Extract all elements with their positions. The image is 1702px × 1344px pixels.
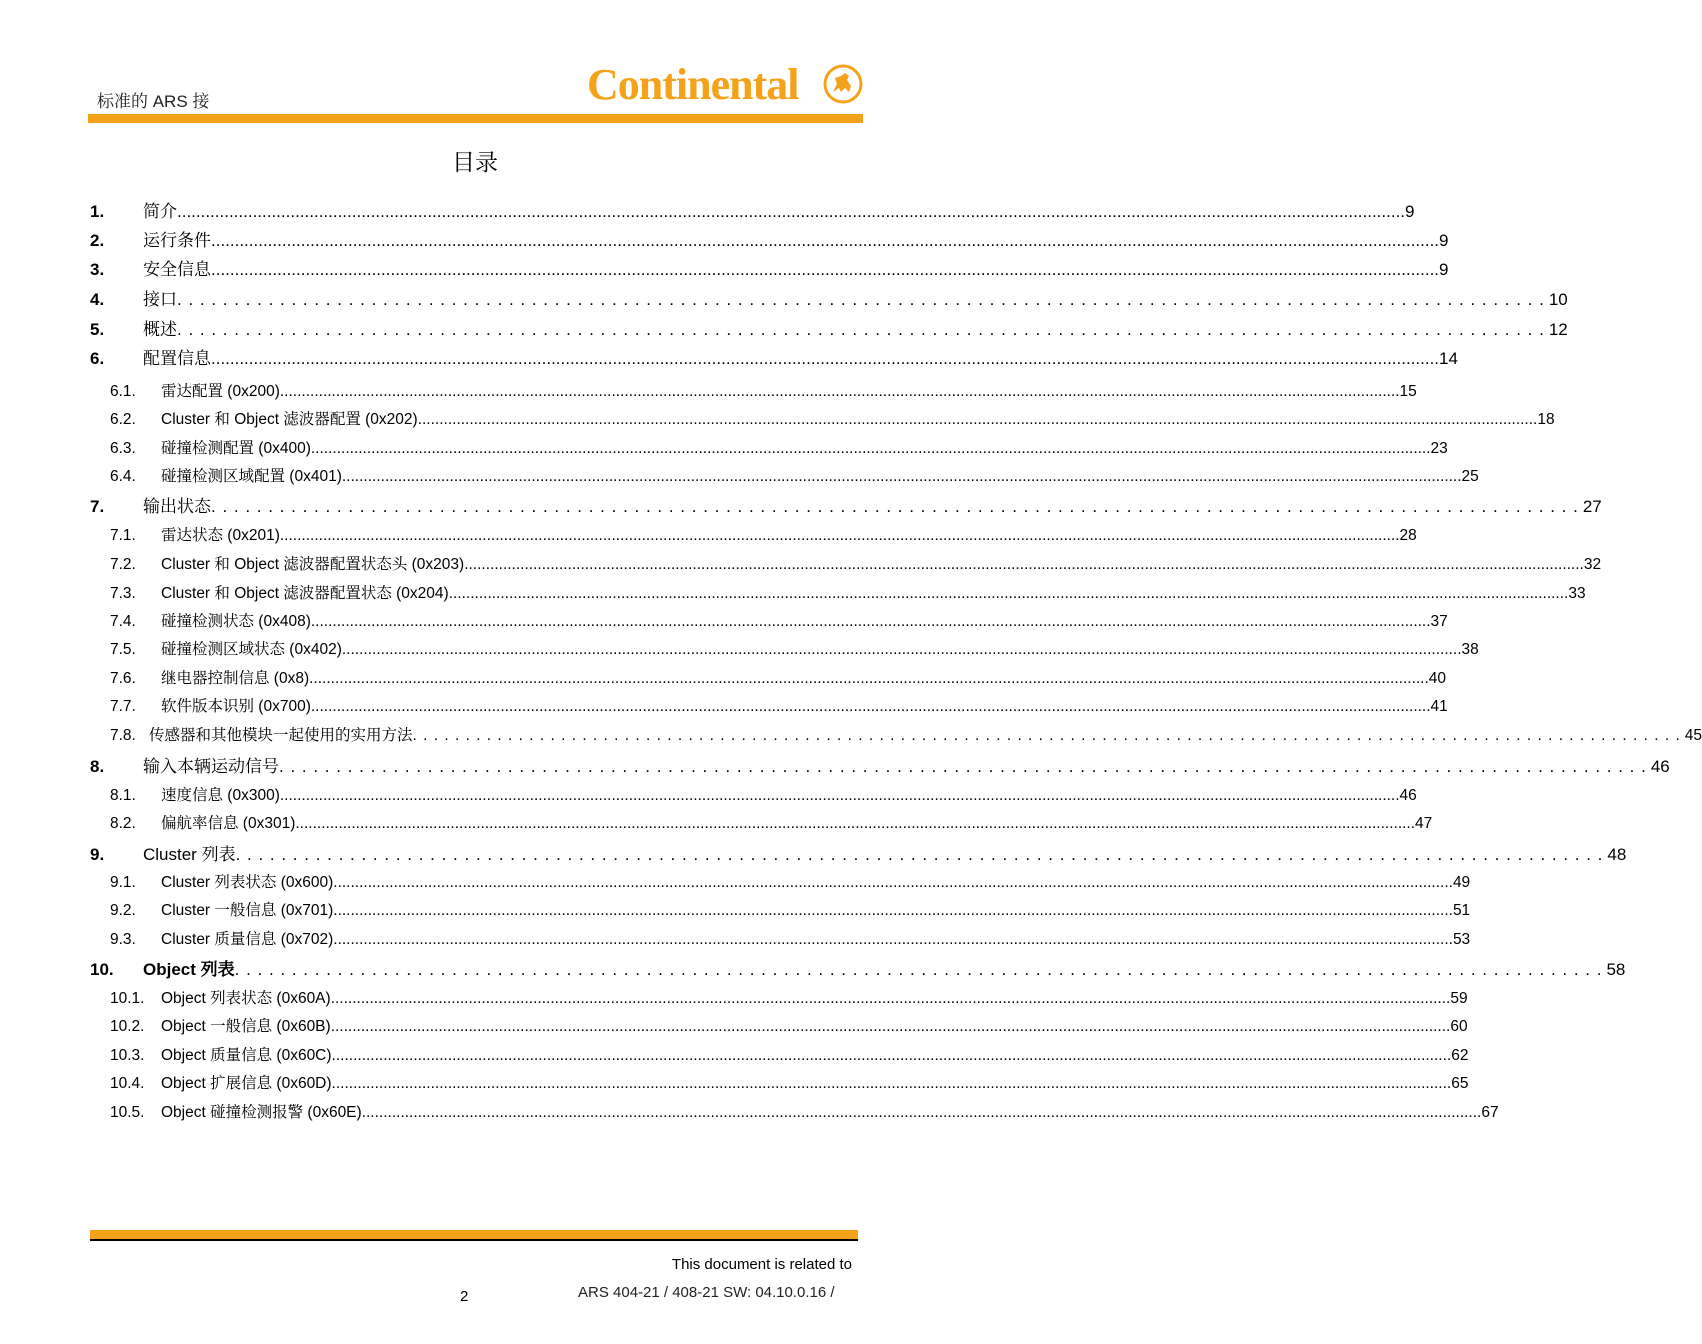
toc-entry[interactable] bbox=[110, 582, 1586, 606]
toc-entry-label: 雷达配置 (0x200) bbox=[161, 383, 280, 400]
toc-entry-label: 运行条件 bbox=[143, 231, 211, 251]
toc-entry-number: 7. bbox=[90, 497, 105, 516]
toc-entry-page: 18 bbox=[1537, 411, 1555, 428]
toc-entry[interactable] bbox=[110, 380, 1417, 404]
toc-entry[interactable] bbox=[110, 524, 1417, 548]
toc-entry-page: 28 bbox=[1399, 527, 1417, 544]
toc-entry[interactable] bbox=[90, 228, 1449, 254]
toc-entry[interactable] bbox=[110, 437, 1448, 461]
toc-entry-label: 碰撞检测配置 (0x400) bbox=[161, 440, 311, 457]
toc-entry-page: 47 bbox=[1415, 815, 1433, 832]
toc-entry-number: 6.1. bbox=[110, 383, 136, 400]
toc-entry-number: 10.1. bbox=[110, 990, 145, 1007]
toc-entry-page: 37 bbox=[1430, 613, 1448, 630]
toc-entry[interactable] bbox=[110, 610, 1448, 634]
toc-entry[interactable] bbox=[90, 754, 1670, 780]
toc-entry-label: 继电器控制信息 (0x8) bbox=[161, 670, 310, 687]
toc-dot-leader: .................................................................................................................................................................................................................................................................... bbox=[333, 931, 1453, 948]
toc-title: 目录 bbox=[452, 150, 498, 176]
toc-entry-number: 8. bbox=[90, 757, 105, 776]
toc-dot-leader: .................................................................................................................................................................................................................................................................... bbox=[211, 231, 1440, 250]
toc-entry-number: 3. bbox=[90, 260, 105, 279]
toc-entry-label: 概述 bbox=[143, 320, 177, 340]
toc-entry[interactable] bbox=[110, 408, 1555, 432]
toc-dot-leader: .................................................................................................................................................................................................................................................................... bbox=[279, 527, 1400, 544]
toc-entry-label: 传感器和其他模块一起使用的实用方法 bbox=[149, 727, 413, 744]
toc-entry-page: 62 bbox=[1451, 1047, 1469, 1064]
footer-related-text: This document is related to bbox=[671, 1256, 852, 1273]
toc-entry-label: 速度信息 (0x300) bbox=[161, 787, 280, 804]
toc-entry-label: 简介 bbox=[143, 202, 177, 222]
toc-entry-page: 65 bbox=[1451, 1075, 1469, 1092]
toc-entry-number: 9.2. bbox=[110, 902, 136, 919]
toc-entry[interactable] bbox=[110, 1101, 1499, 1125]
toc-entry-number: 7.7. bbox=[110, 698, 136, 715]
toc-entry-page: 51 bbox=[1452, 902, 1471, 919]
toc-dot-leader: .................................................................................................................................................................................................................................................................... bbox=[464, 556, 1584, 573]
toc-entry-label: 碰撞检测状态 (0x408) bbox=[161, 613, 311, 630]
footer-version-text: ARS 404-21 / 408-21 SW: 04.10.0.16 / bbox=[578, 1284, 835, 1301]
toc-entry-number: 7.2. bbox=[110, 556, 136, 573]
toc-dot-leader: .................................................................................................................................................................................................................................................................... bbox=[279, 787, 1400, 804]
toc-entry-number: 9.3. bbox=[110, 931, 136, 948]
toc-entry-page: 46 bbox=[1650, 757, 1670, 776]
toc-entry-page: 32 bbox=[1583, 556, 1602, 573]
toc-entry-number: 8.2. bbox=[110, 815, 136, 832]
toc-entry-page: 38 bbox=[1461, 641, 1479, 658]
toc-entry[interactable] bbox=[90, 199, 1415, 225]
toc-entry-page: 48 bbox=[1607, 845, 1627, 864]
toc-entry-number: 10. bbox=[90, 960, 114, 979]
toc-entry[interactable] bbox=[110, 465, 1479, 489]
toc-entry[interactable] bbox=[90, 494, 1602, 520]
toc-entry-page: 12 bbox=[1548, 320, 1568, 339]
toc-dot-leader: .................................................................................................................................................................................................................................................................... bbox=[448, 585, 1569, 602]
toc-entry-number: 7.1. bbox=[110, 527, 136, 544]
toc-entry-page: 33 bbox=[1568, 585, 1586, 602]
toc-entry[interactable] bbox=[110, 1015, 1468, 1039]
toc-entry-number: 1. bbox=[90, 202, 105, 221]
toc-entry[interactable] bbox=[90, 317, 1568, 343]
toc-entry-number: 7.5. bbox=[110, 641, 136, 658]
toc-entry-number: 7.6. bbox=[110, 670, 136, 687]
toc-entry[interactable] bbox=[110, 928, 1471, 952]
toc-entry-label: Cluster 和 Object 滤波器配置 (0x202) bbox=[161, 411, 418, 428]
toc-entry-label: Cluster 一般信息 (0x701) bbox=[161, 902, 334, 919]
toc-entry[interactable] bbox=[110, 899, 1471, 923]
toc-entry[interactable] bbox=[110, 1044, 1469, 1068]
toc-entry[interactable] bbox=[110, 724, 1702, 748]
toc-dot-leader: .................................................................................................................................................................................................................................................................... bbox=[331, 1047, 1452, 1064]
toc-entry-label: Cluster 列表状态 (0x600) bbox=[161, 874, 334, 891]
toc-entry[interactable] bbox=[110, 987, 1468, 1011]
toc-entry[interactable] bbox=[110, 784, 1417, 808]
page-number: 2 bbox=[460, 1288, 469, 1305]
toc-entry-page: 25 bbox=[1461, 468, 1479, 485]
toc-dot-leader: .................................................................................................................................................................................................................................................................... bbox=[309, 670, 1429, 687]
toc-dot-leader: . . . . . . . . . . . . . . . . . . . . . . . . . . . . . . . . . . . . . . . . . . . . . . . . . . . . . . . . . . . . . . . . . . . . . . . . . . . . . . . . . . . . . . . . . . . . . . . . . . . . . . . . . . . . . . . . . . . . . . . . bbox=[211, 497, 1579, 516]
toc-entry-label: Object 质量信息 (0x60C) bbox=[161, 1047, 332, 1064]
toc-entry-page: 15 bbox=[1399, 383, 1417, 400]
toc-entry-label: 雷达状态 (0x201) bbox=[161, 527, 280, 544]
toc-entry-page: 41 bbox=[1430, 698, 1448, 715]
toc-entry-page: 59 bbox=[1450, 990, 1468, 1007]
toc-entry-page: 53 bbox=[1452, 931, 1471, 948]
toc-entry-label: 软件版本识别 (0x700) bbox=[161, 698, 311, 715]
toc-entry-page: 60 bbox=[1450, 1018, 1468, 1035]
toc-dot-leader: .................................................................................................................................................................................................................................................................... bbox=[331, 1075, 1452, 1092]
toc-dot-leader: .................................................................................................................................................................................................................................................................... bbox=[341, 641, 1462, 658]
toc-entry-number: 6.3. bbox=[110, 440, 136, 457]
toc-entry-label: Cluster 列表 bbox=[143, 845, 236, 864]
toc-entry-label: 偏航率信息 (0x301) bbox=[161, 815, 296, 832]
toc-dot-leader: .................................................................................................................................................................................................................................................................... bbox=[361, 1104, 1482, 1121]
toc-entry-page: 58 bbox=[1606, 960, 1626, 979]
toc-dot-leader: .................................................................................................................................................................................................................................................................... bbox=[330, 1018, 1451, 1035]
toc-entry-page: 67 bbox=[1481, 1104, 1499, 1121]
toc-entry[interactable] bbox=[110, 812, 1433, 836]
toc-entry-page: 27 bbox=[1582, 497, 1602, 516]
toc-entry-number: 10.3. bbox=[110, 1047, 145, 1064]
toc-entry-page: 46 bbox=[1399, 787, 1417, 804]
toc-dot-leader: .................................................................................................................................................................................................................................................................... bbox=[310, 440, 1431, 457]
toc-entry-number: 6.4. bbox=[110, 468, 136, 485]
toc-entry-label: Object 一般信息 (0x60B) bbox=[161, 1018, 331, 1035]
toc-dot-leader: . . . . . . . . . . . . . . . . . . . . . . . . . . . . . . . . . . . . . . . . . . . . . . . . . . . . . . . . . . . . . . . . . . . . . . . . . . . . . . . . . . . . . . . . . . . . . . . . . . . . . . . . . . . . . . . . . . . . . . . . bbox=[234, 960, 1603, 979]
document-header-title: 标准的 ARS 接 bbox=[97, 92, 210, 111]
toc-entry[interactable] bbox=[110, 638, 1479, 662]
logo-wordmark: Continental bbox=[587, 60, 799, 109]
toc-dot-leader: . . . . . . . . . . . . . . . . . . . . . . . . . . . . . . . . . . . . . . . . . . . . . . . . . . . . . . . . . . . . . . . . . . . . . . . . . . . . . . . . . . . . . . . . . . . . . . . . . . . . . . . . . . . . . . . . . . . . . . . . bbox=[177, 320, 1545, 339]
toc-entry-page: 49 bbox=[1452, 874, 1471, 891]
toc-dot-leader: .................................................................................................................................................................................................................................................................... bbox=[211, 349, 1440, 368]
toc-entry-number: 5. bbox=[90, 320, 105, 339]
toc-entry[interactable] bbox=[90, 842, 1627, 868]
toc-entry-label: Cluster 质量信息 (0x702) bbox=[161, 931, 334, 948]
toc-entry-label: 输入本辆运动信号 bbox=[143, 757, 279, 777]
toc-entry[interactable] bbox=[110, 553, 1602, 577]
toc-entry-number: 9. bbox=[90, 845, 105, 864]
toc-entry-label: Object 碰撞检测报警 (0x60E) bbox=[161, 1104, 362, 1121]
toc-entry-number: 9.1. bbox=[110, 874, 136, 891]
toc-entry-label: Cluster 和 Object 滤波器配置状态头 (0x203) bbox=[161, 556, 465, 573]
toc-entry-page: 10 bbox=[1548, 290, 1568, 309]
toc-entry-label: 碰撞检测区域配置 (0x401) bbox=[161, 468, 342, 485]
toc-entry-label: 输出状态 bbox=[143, 497, 211, 517]
toc-entry[interactable] bbox=[110, 695, 1448, 719]
footer-rule bbox=[90, 1230, 858, 1239]
toc-entry-number: 7.3. bbox=[110, 585, 136, 602]
toc-entry[interactable] bbox=[90, 257, 1449, 283]
toc-entry-number: 10.2. bbox=[110, 1018, 145, 1035]
toc-dot-leader: .................................................................................................................................................................................................................................................................... bbox=[333, 874, 1453, 891]
toc-dot-leader: .................................................................................................................................................................................................................................................................... bbox=[310, 698, 1431, 715]
toc-dot-leader: .................................................................................................................................................................................................................................................................... bbox=[211, 260, 1440, 279]
toc-entry-number: 7.4. bbox=[110, 613, 136, 630]
toc-entry-label: 配置信息 bbox=[143, 349, 211, 369]
toc-entry-label: Object 列表 bbox=[143, 960, 235, 979]
toc-entry-label: 安全信息 bbox=[143, 260, 211, 280]
toc-dot-leader: .................................................................................................................................................................................................................................................................... bbox=[295, 815, 1416, 832]
toc-entry-label: Cluster 和 Object 滤波器配置状态 (0x204) bbox=[161, 585, 449, 602]
toc-entry[interactable] bbox=[90, 287, 1568, 313]
toc-dot-leader: .................................................................................................................................................................................................................................................................... bbox=[417, 411, 1538, 428]
toc-entry-number: 8.1. bbox=[110, 787, 136, 804]
toc-dot-leader: .................................................................................................................................................................................................................................................................... bbox=[310, 613, 1431, 630]
toc-entry-number: 2. bbox=[90, 231, 105, 250]
toc-entry-page: 23 bbox=[1430, 440, 1448, 457]
toc-entry-page: 9 bbox=[1439, 260, 1449, 279]
toc-entry-page: 40 bbox=[1428, 670, 1447, 687]
toc-entry[interactable] bbox=[90, 957, 1626, 983]
toc-dot-leader: .................................................................................................................................................................................................................................................................... bbox=[279, 383, 1400, 400]
toc-entry-page: 9 bbox=[1405, 202, 1415, 221]
toc-dot-leader: .................................................................................................................................................................................................................................................................... bbox=[341, 468, 1462, 485]
toc-entry-page: 14 bbox=[1439, 349, 1458, 368]
toc-dot-leader: . . . . . . . . . . . . . . . . . . . . . . . . . . . . . . . . . . . . . . . . . . . . . . . . . . . . . . . . . . . . . . . . . . . . . . . . . . . . . . . . . . . . . . . . . . . . . . . . . . . . . . . . . . . . . . . . . . . . . . . . bbox=[279, 757, 1647, 776]
footer-rule-line bbox=[90, 1239, 858, 1241]
toc-entry-number: 7.8. bbox=[110, 727, 136, 744]
toc-entry-number: 10.5. bbox=[110, 1104, 145, 1121]
toc-entry-page: 45 bbox=[1684, 727, 1702, 744]
toc-entry[interactable] bbox=[110, 871, 1471, 895]
toc-entry-number: 4. bbox=[90, 290, 105, 309]
toc-entry-number: 10.4. bbox=[110, 1075, 145, 1092]
toc-dot-leader: . . . . . . . . . . . . . . . . . . . . . . . . . . . . . . . . . . . . . . . . . . . . . . . . . . . . . . . . . . . . . . . . . . . . . . . . . . . . . . . . . . . . . . . . . . . . . . . . . . . . . . . . . . . . . . . . . . . . . . . . bbox=[177, 290, 1545, 309]
toc-dot-leader: .................................................................................................................................................................................................................................................................... bbox=[177, 202, 1406, 221]
toc-entry-label: 接口 bbox=[143, 290, 177, 310]
toc-entry-label: 碰撞检测区域状态 (0x402) bbox=[161, 641, 342, 658]
toc-entry-number: 6. bbox=[90, 349, 105, 368]
toc-entry-label: Object 扩展信息 (0x60D) bbox=[161, 1075, 332, 1092]
toc-entry[interactable] bbox=[110, 667, 1447, 691]
toc-dot-leader: . . . . . . . . . . . . . . . . . . . . . . . . . . . . . . . . . . . . . . . . . . . . . . . . . . . . . . . . . . . . . . . . . . . . . . . . . . . . . . . . . . . . . . . . . . . . . . . . . . . . . . . . . . . . . . . . . . . . . . . . bbox=[412, 727, 1681, 744]
toc-entry-number: 6.2. bbox=[110, 411, 136, 428]
toc-entry-label: Object 列表状态 (0x60A) bbox=[161, 990, 331, 1007]
toc-dot-leader: . . . . . . . . . . . . . . . . . . . . . . . . . . . . . . . . . . . . . . . . . . . . . . . . . . . . . . . . . . . . . . . . . . . . . . . . . . . . . . . . . . . . . . . . . . . . . . . . . . . . . . . . . . . . . . . . . . . . . . . . bbox=[235, 845, 1604, 864]
toc-dot-leader: .................................................................................................................................................................................................................................................................... bbox=[330, 990, 1451, 1007]
toc-entry[interactable] bbox=[110, 1072, 1469, 1096]
toc-dot-leader: .................................................................................................................................................................................................................................................................... bbox=[333, 902, 1453, 919]
toc-entry-page: 9 bbox=[1439, 231, 1449, 250]
toc-entry[interactable] bbox=[90, 346, 1458, 372]
